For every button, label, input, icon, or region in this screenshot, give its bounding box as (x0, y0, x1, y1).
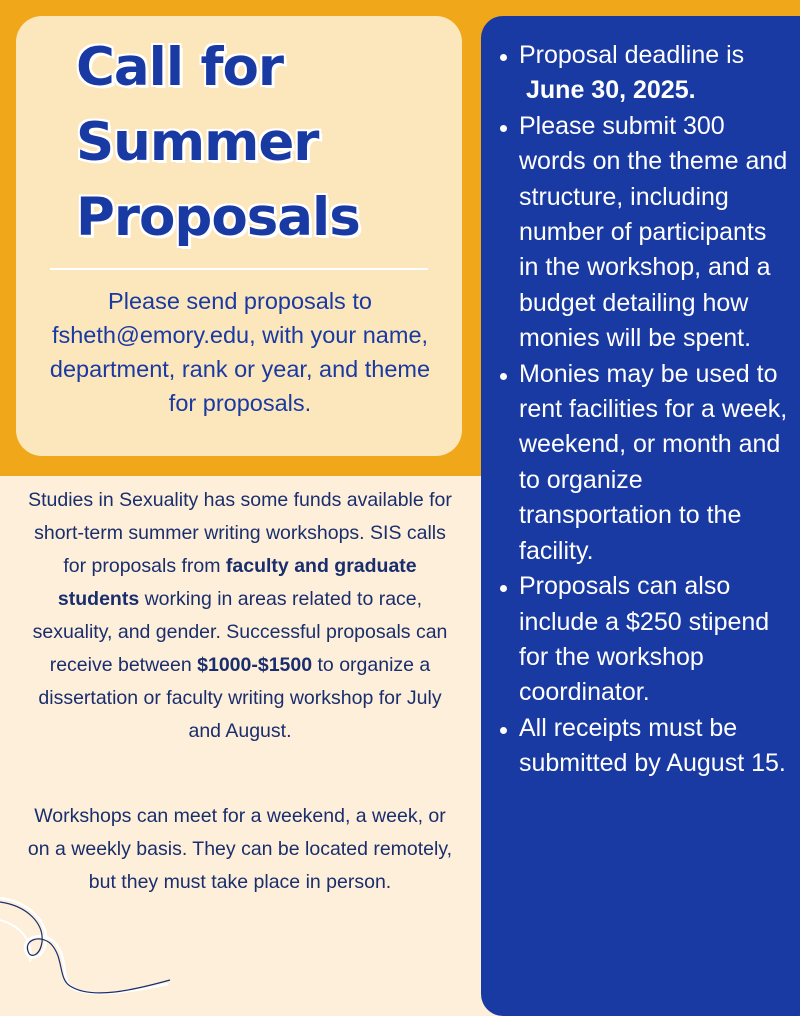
intro-bold-amount: $1000-$1500 (197, 654, 313, 676)
deadline-label: Proposal deadline is (519, 41, 745, 69)
list-item-stipend: Proposals can also include a $250 stipend for the workshop coordinator. (498, 569, 788, 711)
list-item-monies: Monies may be used to rent facilities for a week, weekend, or month and to organize transportation to the facility. (498, 357, 788, 569)
title-divider (50, 268, 428, 270)
deadline-date: June 30, 2025. (526, 76, 696, 105)
workshops-paragraph: Workshops can meet for a weekend, a week, or on a weekly basis. They can be located remotely, but they must take place in person. (27, 805, 453, 893)
list-item-submission: Please submit 300 words on the theme and structure, including number of participants in the workshop, and a budget detailing how monies will be spent. (498, 109, 788, 357)
decorative-swirl-icon (0, 880, 180, 1000)
intro-text-1: Studies in Sexuality has some funds available for short-term summer writing workshops. SIS calls for proposals from (28, 489, 452, 577)
intro-text-3: to organize a dissertation or faculty writing workshop for July and August. (38, 654, 442, 742)
contact-instructions: Please send proposals to fsheth@emory.edu, with your name, department, rank or year, and theme for proposals. (49, 288, 431, 416)
intro-paragraph (22, 484, 458, 748)
list-item-deadline (498, 38, 788, 109)
list-item-receipts: All receipts must be submitted by August 15. (498, 711, 788, 782)
details-list (498, 38, 788, 782)
intro-bold-audience: faculty and graduate students (57, 555, 417, 610)
intro-text-2: working in areas related to race, sexuality, and gender. Successful proposals can receive between (32, 588, 448, 676)
page-title: Call for Summer Proposals (76, 37, 360, 248)
